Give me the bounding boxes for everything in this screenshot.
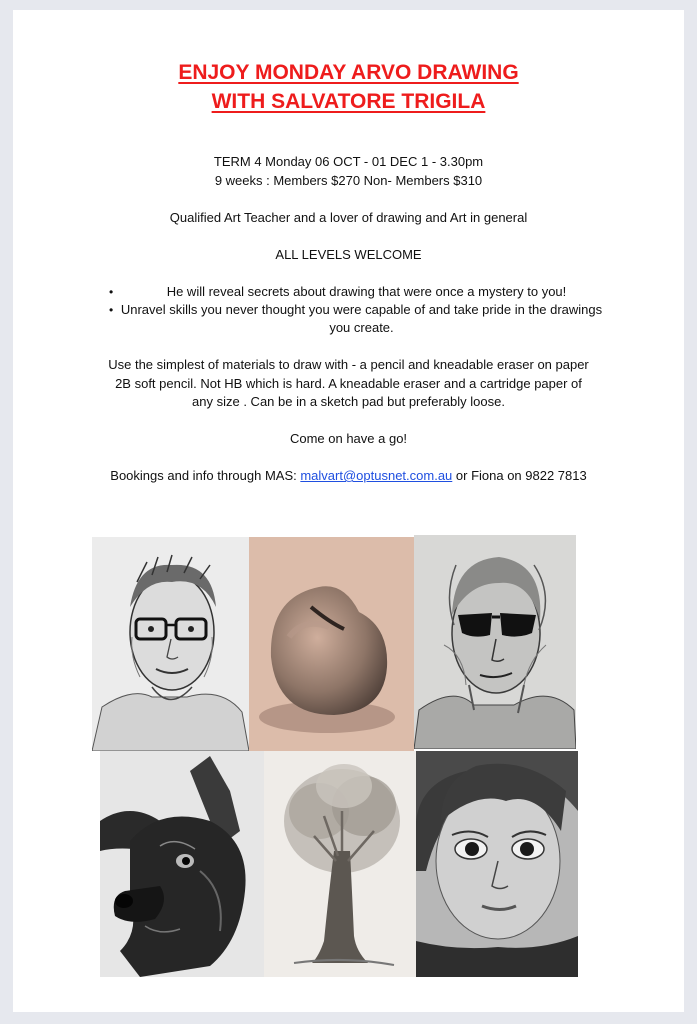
bullet-icon: • bbox=[109, 303, 114, 317]
list-item: • He will reveal secrets about drawing that were once a mystery to you! bbox=[109, 284, 567, 299]
drawing-portrait-man-glasses bbox=[92, 537, 249, 751]
term-prices: 9 weeks : Members $270 Non- Members $310 bbox=[214, 173, 483, 188]
drawing-apple-still-life bbox=[249, 537, 414, 751]
flyer-title bbox=[13, 58, 684, 116]
drawing-tree bbox=[264, 751, 416, 977]
materials-line-3: any size . Can be in a sketch pad but preferably loose. bbox=[192, 394, 505, 409]
term-dates: TERM 4 Monday 06 OCT - 01 DEC 1 - 3.30pm bbox=[213, 154, 484, 169]
teacher-description: Qualified Art Teacher and a lover of drawing and Art in general bbox=[169, 210, 528, 225]
call-to-action: Come on have a go! bbox=[289, 431, 408, 446]
list-item: • Unravel skills you never thought you were capable of and take pride in the drawings you create. bbox=[109, 302, 603, 335]
drawing-portrait-man-sunglasses bbox=[414, 535, 576, 749]
email-link[interactable]: malvart@optusnet.com.au bbox=[300, 468, 453, 483]
title-line-2: WITH SALVATORE TRIGILA bbox=[211, 90, 486, 113]
bullet-icon: • bbox=[109, 285, 114, 299]
materials-line-1: Use the simplest of materials to draw with - a pencil and kneadable eraser on paper bbox=[108, 357, 589, 372]
benefits-list bbox=[13, 283, 684, 337]
levels-welcome: ALL LEVELS WELCOME bbox=[275, 247, 422, 262]
drawing-dog-portrait bbox=[100, 751, 264, 977]
bookings-info: Bookings and info through MAS: malvart@optusnet.com.au or Fiona on 9822 7813 bbox=[110, 468, 587, 483]
title-line-1: ENJOY MONDAY ARVO DRAWING bbox=[178, 61, 519, 84]
materials-line-2: 2B soft pencil. Not HB which is hard. A kneadable eraser and a cartridge paper of bbox=[115, 376, 582, 391]
drawing-child-portrait bbox=[416, 751, 578, 977]
flyer-page bbox=[13, 10, 684, 1012]
